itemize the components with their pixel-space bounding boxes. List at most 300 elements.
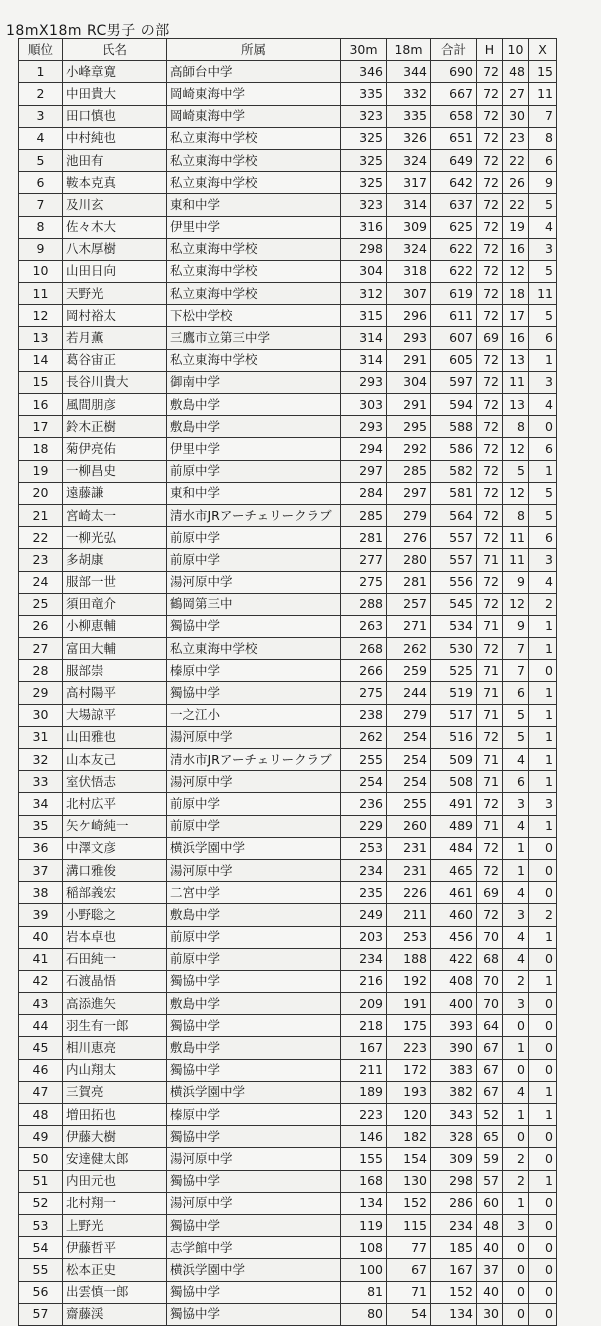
cell-x: 0 [529,948,557,970]
cell-rank: 15 [19,371,63,393]
header-hits: H [477,39,503,61]
cell-affiliation: 榛原中学 [167,660,341,682]
cell-rank: 56 [19,1281,63,1303]
cell-hits: 72 [477,482,503,504]
table-row [19,1081,557,1103]
cell-rank: 25 [19,593,63,615]
cell-x: 5 [529,305,557,327]
cell-rank: 19 [19,460,63,482]
cell-rank: 53 [19,1214,63,1236]
cell-rank: 57 [19,1303,63,1325]
cell-rank: 49 [19,1126,63,1148]
cell-hits: 67 [477,1059,503,1081]
cell-tens: 4 [503,926,529,948]
table-row [19,948,557,970]
cell-30m: 189 [341,1081,387,1103]
cell-x: 0 [529,1126,557,1148]
cell-x: 1 [529,926,557,948]
cell-30m: 293 [341,371,387,393]
cell-tens: 0 [503,1259,529,1281]
cell-hits: 72 [477,349,503,371]
cell-tens: 12 [503,438,529,460]
cell-affiliation: 敷島中学 [167,904,341,926]
cell-x: 1 [529,349,557,371]
cell-x: 1 [529,815,557,837]
cell-30m: 263 [341,615,387,637]
cell-total: 525 [431,660,477,682]
cell-x: 11 [529,83,557,105]
cell-affiliation: 敷島中学 [167,1037,341,1059]
cell-name: 小野聡之 [63,904,167,926]
cell-30m: 255 [341,749,387,771]
cell-total: 586 [431,438,477,460]
cell-30m: 100 [341,1259,387,1281]
cell-name: 佐々木大 [63,216,167,238]
table-row [19,660,557,682]
cell-hits: 70 [477,926,503,948]
cell-rank: 2 [19,83,63,105]
cell-name: 天野光 [63,283,167,305]
cell-affiliation: 獨協中学 [167,1281,341,1303]
cell-affiliation: 獨協中学 [167,682,341,704]
cell-affiliation: 下松中学校 [167,305,341,327]
cell-rank: 11 [19,283,63,305]
cell-18m: 309 [387,216,431,238]
cell-tens: 1 [503,1192,529,1214]
cell-18m: 332 [387,83,431,105]
cell-hits: 65 [477,1126,503,1148]
table-row [19,172,557,194]
cell-18m: 271 [387,615,431,637]
cell-name: 小峰章寛 [63,61,167,83]
cell-18m: 262 [387,638,431,660]
cell-rank: 50 [19,1148,63,1170]
cell-30m: 254 [341,771,387,793]
header-total: 合計 [431,39,477,61]
cell-30m: 253 [341,837,387,859]
cell-tens: 0 [503,1015,529,1037]
cell-affiliation: 一之江小 [167,704,341,726]
cell-30m: 304 [341,260,387,282]
cell-rank: 18 [19,438,63,460]
cell-hits: 72 [477,238,503,260]
cell-affiliation: 湯河原中学 [167,726,341,748]
cell-hits: 67 [477,1081,503,1103]
cell-30m: 268 [341,638,387,660]
cell-affiliation: 前原中学 [167,527,341,549]
cell-name: 服部崇 [63,660,167,682]
cell-hits: 59 [477,1148,503,1170]
cell-rank: 7 [19,194,63,216]
cell-30m: 108 [341,1237,387,1259]
cell-tens: 2 [503,1148,529,1170]
cell-30m: 298 [341,238,387,260]
cell-tens: 12 [503,482,529,504]
cell-tens: 3 [503,904,529,926]
cell-tens: 26 [503,172,529,194]
cell-affiliation: 湯河原中学 [167,771,341,793]
table-row [19,615,557,637]
cell-total: 185 [431,1237,477,1259]
cell-tens: 16 [503,238,529,260]
cell-tens: 1 [503,859,529,881]
cell-affiliation: 湯河原中学 [167,1148,341,1170]
cell-affiliation: 岡崎東海中学 [167,105,341,127]
cell-name: 富田大輔 [63,638,167,660]
cell-18m: 67 [387,1259,431,1281]
cell-18m: 292 [387,438,431,460]
table-row [19,1126,557,1148]
cell-x: 1 [529,1170,557,1192]
cell-30m: 325 [341,149,387,171]
cell-affiliation: 私立東海中学校 [167,260,341,282]
cell-total: 622 [431,260,477,282]
cell-x: 1 [529,749,557,771]
cell-hits: 57 [477,1170,503,1192]
cell-18m: 71 [387,1281,431,1303]
cell-total: 465 [431,859,477,881]
cell-affiliation: 私立東海中学校 [167,349,341,371]
cell-hits: 30 [477,1303,503,1325]
cell-hits: 69 [477,882,503,904]
cell-rank: 48 [19,1104,63,1126]
cell-name: 矢ケ崎純一 [63,815,167,837]
cell-rank: 54 [19,1237,63,1259]
cell-total: 667 [431,83,477,105]
cell-name: 及川玄 [63,194,167,216]
table-row [19,749,557,771]
cell-name: 石田純一 [63,948,167,970]
table-row [19,970,557,992]
cell-rank: 24 [19,571,63,593]
cell-tens: 9 [503,571,529,593]
cell-tens: 19 [503,216,529,238]
cell-30m: 323 [341,105,387,127]
cell-x: 0 [529,859,557,881]
cell-name: 中澤文彦 [63,837,167,859]
cell-rank: 23 [19,549,63,571]
cell-total: 516 [431,726,477,748]
header-row [19,39,557,61]
table-row [19,127,557,149]
cell-hits: 69 [477,327,503,349]
cell-affiliation: 湯河原中学 [167,1192,341,1214]
cell-affiliation: 敷島中学 [167,416,341,438]
cell-hits: 72 [477,438,503,460]
cell-name: 室伏悟志 [63,771,167,793]
cell-hits: 70 [477,993,503,1015]
cell-affiliation: 二宮中学 [167,882,341,904]
cell-x: 0 [529,882,557,904]
cell-30m: 281 [341,527,387,549]
cell-total: 400 [431,993,477,1015]
cell-tens: 5 [503,460,529,482]
cell-name: 三賀亮 [63,1081,167,1103]
cell-tens: 11 [503,549,529,571]
cell-30m: 284 [341,482,387,504]
cell-30m: 229 [341,815,387,837]
cell-18m: 314 [387,194,431,216]
cell-affiliation: 私立東海中学校 [167,149,341,171]
cell-rank: 4 [19,127,63,149]
cell-tens: 4 [503,749,529,771]
cell-hits: 71 [477,704,503,726]
cell-affiliation: 獨協中学 [167,1170,341,1192]
cell-total: 422 [431,948,477,970]
cell-x: 0 [529,1259,557,1281]
cell-name: 溝口雅俊 [63,859,167,881]
cell-total: 134 [431,1303,477,1325]
cell-x: 15 [529,61,557,83]
cell-total: 508 [431,771,477,793]
cell-name: 上野光 [63,1214,167,1236]
cell-30m: 303 [341,394,387,416]
cell-tens: 30 [503,105,529,127]
page-title: 18mX18m RC男子 の部 [6,23,170,39]
cell-total: 461 [431,882,477,904]
cell-tens: 11 [503,527,529,549]
header-18m: 18m [387,39,431,61]
cell-name: 鞍本克真 [63,172,167,194]
cell-hits: 72 [477,305,503,327]
cell-hits: 71 [477,749,503,771]
table-row [19,682,557,704]
cell-name: 増田拓也 [63,1104,167,1126]
cell-hits: 40 [477,1237,503,1259]
cell-hits: 52 [477,1104,503,1126]
cell-affiliation: 東和中学 [167,194,341,216]
cell-tens: 2 [503,970,529,992]
cell-x: 6 [529,327,557,349]
cell-18m: 255 [387,793,431,815]
table-row [19,1303,557,1325]
cell-tens: 4 [503,882,529,904]
cell-rank: 22 [19,527,63,549]
cell-affiliation: 前原中学 [167,793,341,815]
cell-name: 葛谷宙正 [63,349,167,371]
table-row [19,726,557,748]
table-row [19,482,557,504]
cell-hits: 67 [477,1037,503,1059]
cell-rank: 20 [19,482,63,504]
cell-name: 八木厚樹 [63,238,167,260]
cell-total: 309 [431,1148,477,1170]
cell-x: 0 [529,993,557,1015]
cell-rank: 16 [19,394,63,416]
cell-affiliation: 岡崎東海中学 [167,83,341,105]
cell-30m: 155 [341,1148,387,1170]
cell-18m: 244 [387,682,431,704]
cell-total: 460 [431,904,477,926]
cell-name: 北村翔一 [63,1192,167,1214]
cell-18m: 259 [387,660,431,682]
cell-30m: 216 [341,970,387,992]
cell-30m: 314 [341,349,387,371]
cell-x: 0 [529,1192,557,1214]
cell-rank: 51 [19,1170,63,1192]
cell-name: 山本友己 [63,749,167,771]
cell-name: 田口慎也 [63,105,167,127]
cell-name: 服部一世 [63,571,167,593]
header-affiliation: 所属 [167,39,341,61]
cell-30m: 223 [341,1104,387,1126]
table-row [19,571,557,593]
cell-name: 羽生有一郎 [63,1015,167,1037]
cell-total: 517 [431,704,477,726]
cell-18m: 154 [387,1148,431,1170]
cell-tens: 13 [503,349,529,371]
cell-hits: 72 [477,527,503,549]
table-row [19,504,557,526]
cell-18m: 304 [387,371,431,393]
cell-affiliation: 湯河原中学 [167,859,341,881]
table-row [19,394,557,416]
cell-x: 1 [529,1081,557,1103]
cell-30m: 346 [341,61,387,83]
cell-tens: 0 [503,1126,529,1148]
cell-total: 581 [431,482,477,504]
cell-18m: 293 [387,327,431,349]
cell-30m: 323 [341,194,387,216]
cell-30m: 80 [341,1303,387,1325]
cell-rank: 41 [19,948,63,970]
cell-rank: 33 [19,771,63,793]
cell-rank: 45 [19,1037,63,1059]
cell-x: 5 [529,504,557,526]
cell-18m: 254 [387,771,431,793]
cell-total: 456 [431,926,477,948]
cell-x: 11 [529,283,557,305]
cell-affiliation: 私立東海中学校 [167,172,341,194]
cell-x: 0 [529,1281,557,1303]
cell-18m: 254 [387,749,431,771]
cell-tens: 4 [503,815,529,837]
cell-name: 石渡晶悟 [63,970,167,992]
cell-30m: 236 [341,793,387,815]
table-row [19,926,557,948]
cell-hits: 72 [477,172,503,194]
cell-18m: 211 [387,904,431,926]
cell-18m: 318 [387,260,431,282]
cell-name: 内山翔太 [63,1059,167,1081]
cell-tens: 8 [503,416,529,438]
table-row [19,837,557,859]
cell-affiliation: 前原中学 [167,948,341,970]
cell-x: 0 [529,1303,557,1325]
cell-rank: 14 [19,349,63,371]
cell-18m: 260 [387,815,431,837]
cell-tens: 27 [503,83,529,105]
cell-rank: 52 [19,1192,63,1214]
cell-name: 高村陽平 [63,682,167,704]
table-row [19,882,557,904]
cell-name: 出雲慎一郎 [63,1281,167,1303]
cell-rank: 27 [19,638,63,660]
cell-hits: 72 [477,371,503,393]
cell-affiliation: 獨協中学 [167,970,341,992]
cell-affiliation: 榛原中学 [167,1104,341,1126]
table-row [19,993,557,1015]
cell-30m: 288 [341,593,387,615]
cell-18m: 276 [387,527,431,549]
cell-name: 大場諒平 [63,704,167,726]
cell-affiliation: 獨協中学 [167,1015,341,1037]
cell-18m: 191 [387,993,431,1015]
cell-hits: 72 [477,61,503,83]
cell-rank: 21 [19,504,63,526]
cell-30m: 168 [341,1170,387,1192]
cell-x: 0 [529,1015,557,1037]
cell-tens: 9 [503,615,529,637]
table-row [19,260,557,282]
table-row [19,1015,557,1037]
cell-name: 長谷川貴大 [63,371,167,393]
cell-x: 6 [529,527,557,549]
cell-x: 1 [529,771,557,793]
cell-rank: 43 [19,993,63,1015]
header-30m: 30m [341,39,387,61]
cell-x: 0 [529,660,557,682]
cell-name: 山田日向 [63,260,167,282]
cell-18m: 253 [387,926,431,948]
table-row [19,1237,557,1259]
cell-name: 一柳昌史 [63,460,167,482]
cell-tens: 22 [503,194,529,216]
cell-x: 3 [529,549,557,571]
cell-30m: 266 [341,660,387,682]
cell-rank: 47 [19,1081,63,1103]
cell-total: 534 [431,615,477,637]
cell-rank: 35 [19,815,63,837]
cell-x: 1 [529,726,557,748]
cell-x: 3 [529,793,557,815]
cell-total: 611 [431,305,477,327]
cell-tens: 0 [503,1237,529,1259]
cell-x: 8 [529,127,557,149]
cell-hits: 72 [477,83,503,105]
table-row [19,416,557,438]
cell-rank: 28 [19,660,63,682]
cell-30m: 275 [341,571,387,593]
cell-tens: 1 [503,837,529,859]
cell-18m: 188 [387,948,431,970]
table-row [19,216,557,238]
cell-total: 588 [431,416,477,438]
cell-30m: 335 [341,83,387,105]
cell-affiliation: 敷島中学 [167,993,341,1015]
table-row [19,1170,557,1192]
cell-30m: 277 [341,549,387,571]
cell-30m: 119 [341,1214,387,1236]
cell-total: 594 [431,394,477,416]
cell-tens: 48 [503,61,529,83]
cell-tens: 13 [503,394,529,416]
cell-hits: 72 [477,260,503,282]
cell-tens: 23 [503,127,529,149]
cell-total: 597 [431,371,477,393]
table-row [19,327,557,349]
cell-x: 1 [529,638,557,660]
cell-18m: 192 [387,970,431,992]
cell-30m: 203 [341,926,387,948]
table-row [19,1214,557,1236]
cell-rank: 9 [19,238,63,260]
cell-total: 582 [431,460,477,482]
cell-30m: 238 [341,704,387,726]
cell-30m: 312 [341,283,387,305]
cell-18m: 324 [387,238,431,260]
cell-rank: 46 [19,1059,63,1081]
